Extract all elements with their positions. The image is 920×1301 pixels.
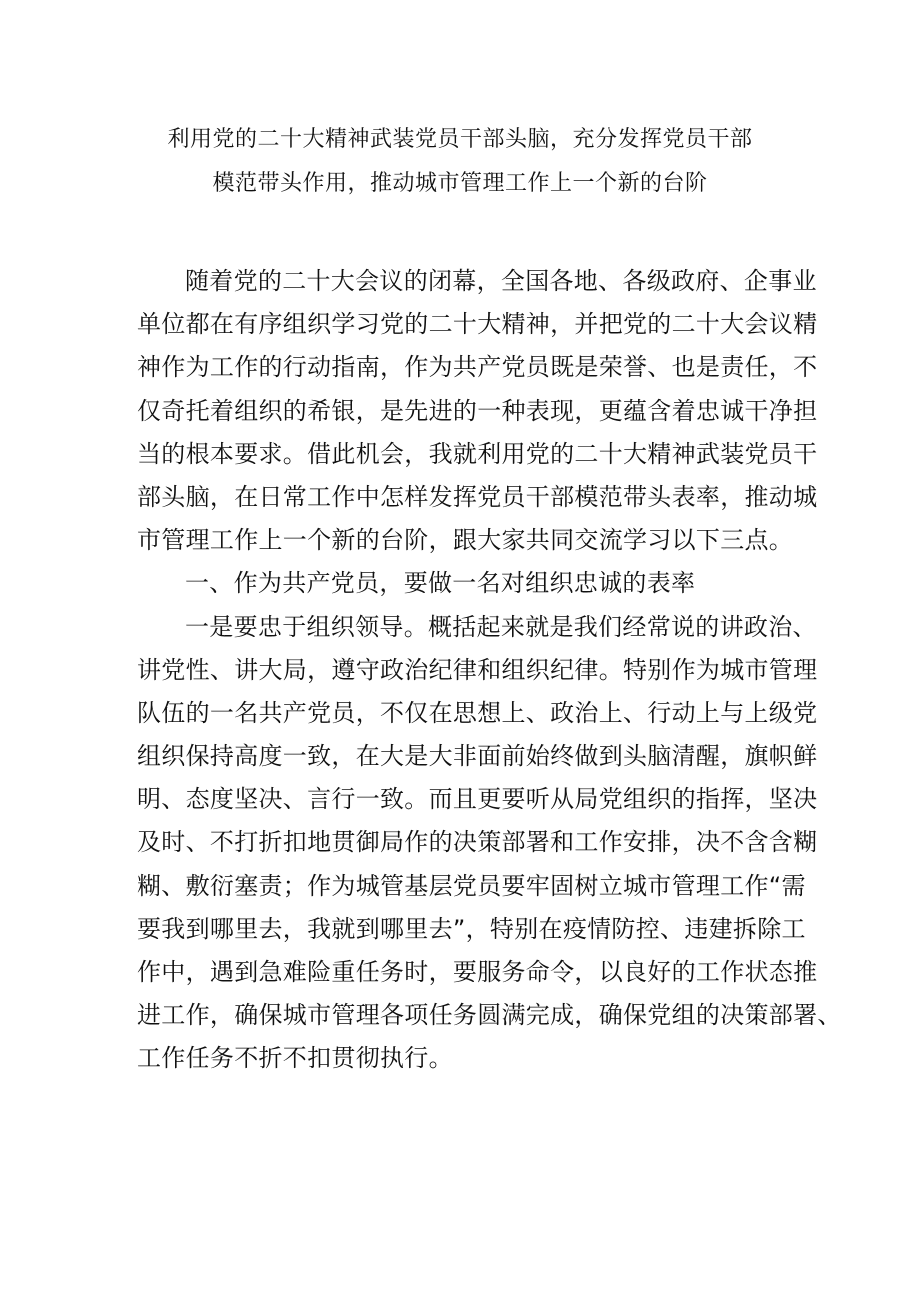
paragraph-line: 部头脑，在日常工作中怎样发挥党员干部模范带头表率，推动城 <box>137 482 818 511</box>
paragraph-line: 单位都在有序组织学习党的二十大精神，并把党的二十大会议精 <box>137 310 818 339</box>
paragraph-line: 神作为工作的行动指南，作为共产党员既是荣誉、也是责任，不 <box>137 353 818 382</box>
paragraph-line: 要我到哪里去，我就到哪里去”，特别在疫情防控、违建拆除工 <box>137 914 806 943</box>
paragraph-line: 当的根本要求。借此机会，我就利用党的二十大精神武装党员干 <box>137 439 818 468</box>
document-body <box>137 260 842 1081</box>
paragraph-line: 工作任务不折不扣贯彻执行。 <box>137 1044 453 1073</box>
title-line: 利用党的二十大精神武装党员干部头脑，充分发挥党员干部 <box>167 127 753 152</box>
paragraph-line: 进工作，确保城市管理各项任务圆满完成，确保党组的决策部署、 <box>137 1001 842 1030</box>
paragraph-line: 随着党的二十大会议的闭幕，全国各地、各级政府、企事业 <box>185 267 817 295</box>
paragraph-line: 讲党性、讲大局，遵守政治纪律和组织纪律。特别作为城市管理 <box>137 655 818 684</box>
paragraph-line: 市管理工作上一个新的台阶，跟大家共同交流学习以下三点。 <box>137 526 794 555</box>
paragraph-line: 及时、不打折扣地贯御局作的决策部署和工作安排，决不含含糊 <box>137 828 818 857</box>
paragraph-line: 队伍的一名共产党员，不仅在思想上、政治上、行动上与上级党 <box>137 698 818 727</box>
section-heading: 一、作为共产党员，要做一名对组织忠诚的表率 <box>185 569 696 598</box>
paragraph-line: 明、态度坚决、言行一致。而且更要听从局党组织的指挥，坚决 <box>137 785 818 814</box>
paragraph-line: 仅奇托着组织的希银，是先进的一种表现，更蕴含着忠诚干净担 <box>137 396 818 425</box>
paragraph-line: 作中，遇到急难险重任务时，要服务命令，以良好的工作状态推 <box>137 958 818 986</box>
document-title <box>100 118 820 206</box>
paragraph-line: 糊、敷衍塞责；作为城管基层党员要牢固树立城市管理工作“需 <box>137 871 806 900</box>
title-line: 模范带头作用，推动城市管理工作上一个新的台阶 <box>212 171 708 196</box>
paragraph-line: 一是要忠于组织领导。概括起来就是我们经常说的讲政治、 <box>185 612 817 641</box>
paragraph-line: 组织保持高度一致，在大是大非面前始终做到头脑清醒，旗帜鲜 <box>137 742 818 771</box>
